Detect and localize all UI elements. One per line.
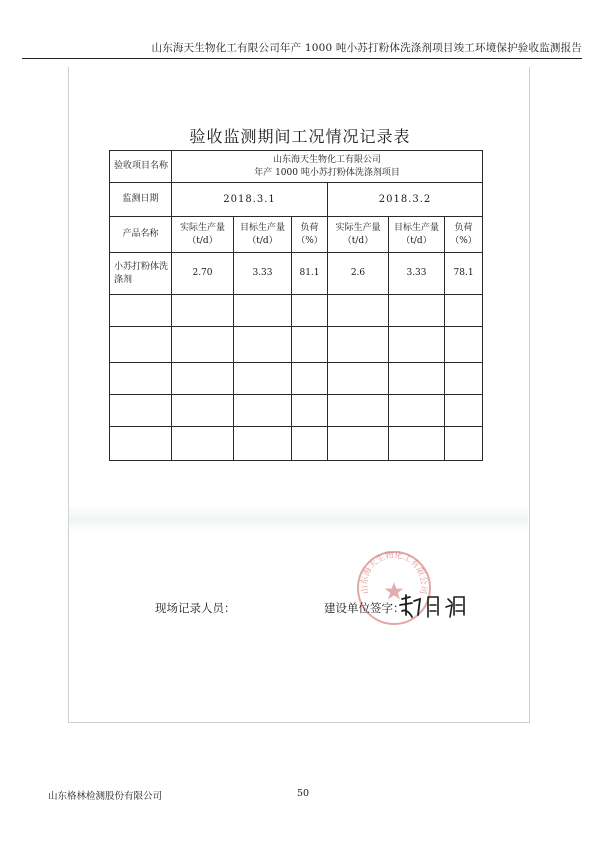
- actual-output-header-1-text: 实际生产量: [179, 223, 225, 234]
- product-name-header: 产品名称: [110, 217, 172, 253]
- load-cell-1: 81.1: [292, 253, 328, 295]
- footer-company-name: 山东格林检测股份有限公司: [48, 791, 163, 802]
- actual-output-header-1: [172, 217, 234, 253]
- load-header-1: [292, 217, 328, 253]
- table-row: [110, 363, 483, 395]
- handwritten-signature: [396, 591, 470, 621]
- load-header-2-unit: （%）: [450, 235, 477, 246]
- document-title: 验收监测期间工况情况记录表: [189, 127, 411, 146]
- actual-output-header-2: [328, 217, 389, 253]
- monitoring-date-2: 2018.3.2: [328, 183, 483, 217]
- project-row: [110, 151, 483, 183]
- target-output-header-1-unit: （t/d）: [247, 235, 278, 246]
- table-row: [110, 427, 483, 461]
- target-output-header-1: [234, 217, 292, 253]
- project-name-line2: 年产 1000 吨小苏打粉体洗涤剂项目: [254, 167, 400, 178]
- project-name-label: 验收项目名称: [110, 151, 172, 183]
- seal-text: 山东海天生物化工有限公司: [359, 550, 429, 595]
- target-output-header-1-text: 目标生产量: [239, 223, 285, 234]
- load-header-2: [445, 217, 483, 253]
- actual-output-header-1-unit: （t/d）: [187, 235, 218, 246]
- table-row: [110, 395, 483, 427]
- load-header-1-text: 负荷: [300, 223, 319, 234]
- actual-output-header-2-text: 实际生产量: [335, 223, 381, 234]
- monitoring-date-1: 2018.3.1: [172, 183, 328, 217]
- table-row: [110, 295, 483, 327]
- onsite-recorder-label: 现场记录人员：: [155, 601, 236, 615]
- report-header-title: 山东海天生物化工有限公司年产 1000 吨小苏打粉体洗涤剂项目竣工环境保护验收监测报告: [151, 42, 582, 54]
- load-header-2-text: 负荷: [454, 223, 473, 234]
- target-output-header-2-unit: （t/d）: [401, 235, 432, 246]
- load-cell-2: 78.1: [445, 253, 483, 295]
- scan-shade-band: [68, 505, 528, 533]
- table-row: [110, 253, 483, 295]
- product-name-cell: 小苏打粉体洗涤剂: [110, 253, 172, 295]
- target-output-header-2: [389, 217, 445, 253]
- operating-conditions-table: [109, 150, 483, 461]
- actual-output-cell-1: 2.70: [172, 253, 234, 295]
- target-output-cell-2: 3.33: [389, 253, 445, 295]
- table-row: [110, 327, 483, 363]
- construction-unit-sign-label: 建设单位签字：: [324, 601, 405, 615]
- project-name-value: [172, 151, 483, 183]
- column-header-row: [110, 217, 483, 253]
- header-divider: [22, 58, 582, 59]
- page-number: 50: [297, 788, 310, 799]
- project-name-line1: 山东海天生物化工有限公司: [273, 155, 382, 166]
- monitoring-date-label: 监测日期: [110, 183, 172, 217]
- date-row: [110, 183, 483, 217]
- target-output-header-2-text: 目标生产量: [393, 223, 439, 234]
- target-output-cell-1: 3.33: [234, 253, 292, 295]
- actual-output-header-2-unit: （t/d）: [342, 235, 374, 246]
- load-header-1-unit: （%）: [296, 235, 323, 246]
- actual-output-cell-2: 2.6: [328, 253, 389, 295]
